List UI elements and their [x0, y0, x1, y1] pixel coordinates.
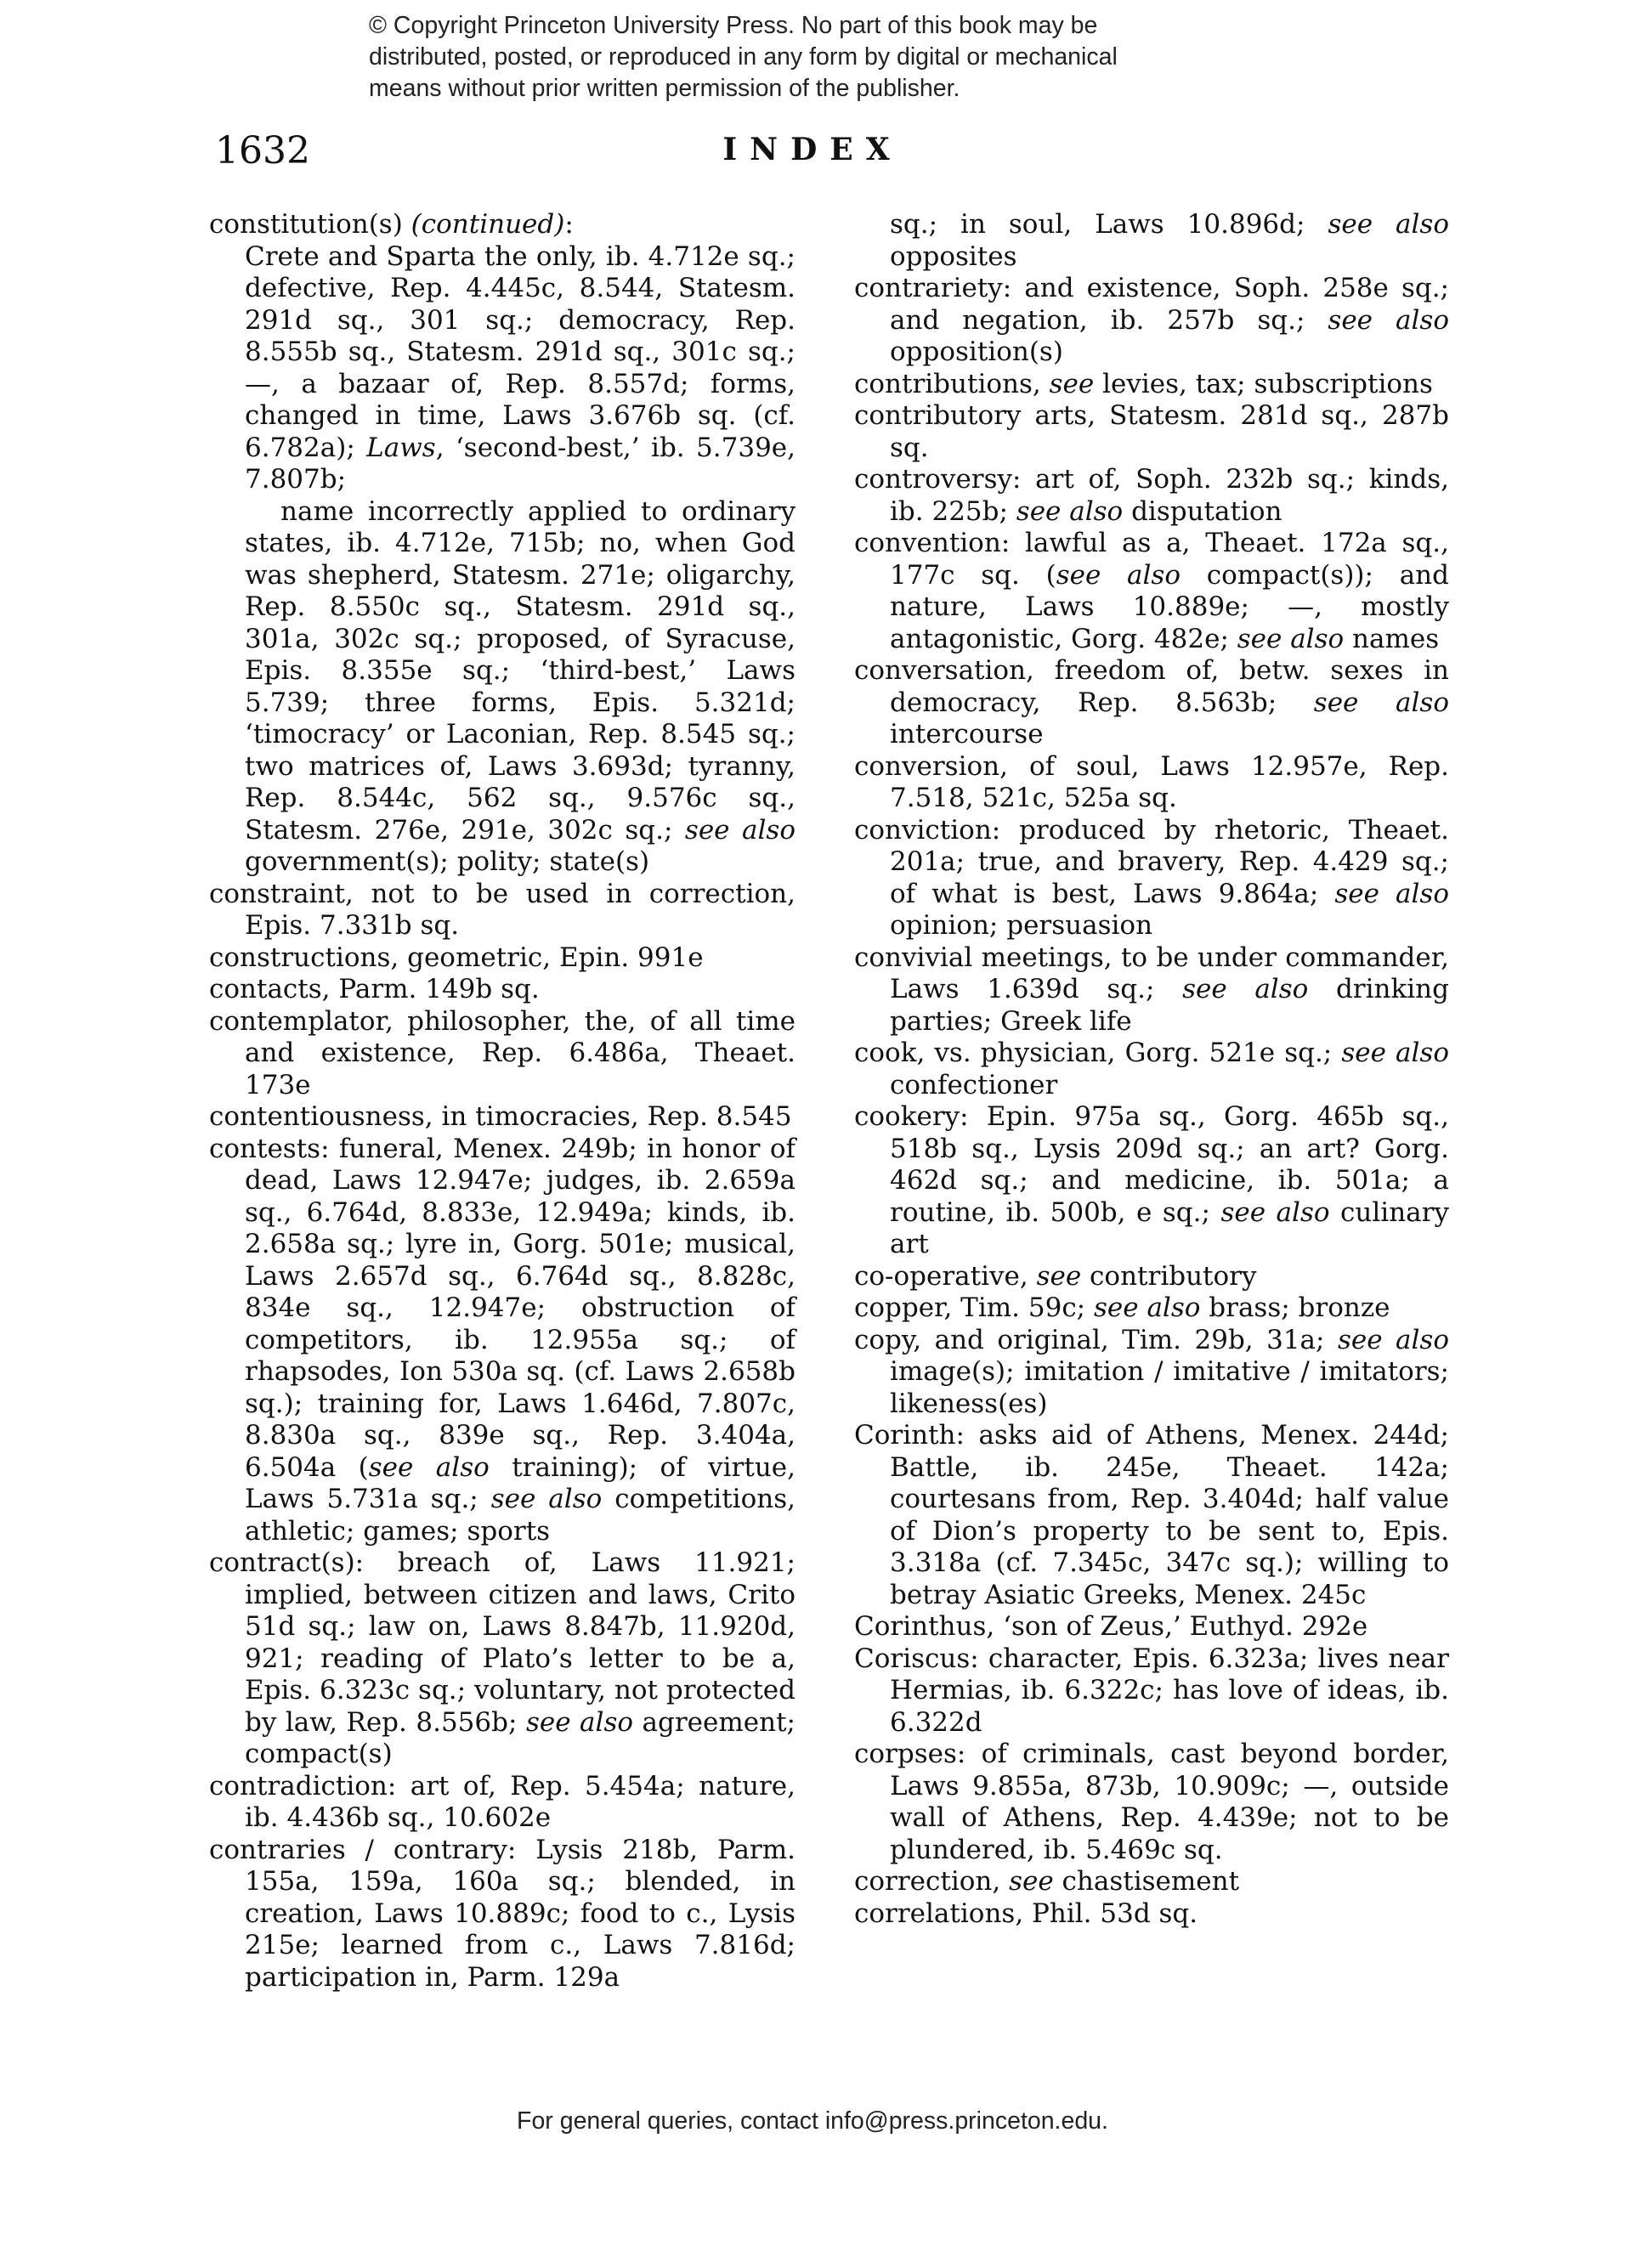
index-entry: Corinthus, ‘son of Zeus,’ Euthyd. 292e [854, 1611, 1368, 1642]
entry-italic: see [1009, 1866, 1054, 1897]
index-entry: contentiousness, in timocracies, Rep. 8.545 [209, 1101, 792, 1132]
entry-text: intercourse [890, 719, 1044, 749]
copyright-line: distributed, posted, or reproduced in any form by digital or mechanical [369, 43, 1118, 71]
entry-text: contract(s): breach of, Laws 11.921; implied, between citizen and laws, Crito 51d sq.; law on, Laws 8.847b, 11.920d, 921; reading of Plato’s letter to be a, Epis. 6.323c sq.; voluntary, not protected by law, Rep. 8.556b; [209, 1547, 796, 1738]
entry-text: opposites [890, 240, 1017, 272]
index-entry [854, 815, 1449, 942]
entry-text: cookery: Epin. 975a sq., Gorg. 465b sq., 518b sq., Lysis 209d sq.; an art? Gorg. 462d sq.; and medicine, ib. 501a; a routine, ib. 500b, e sq.; [854, 1101, 1449, 1228]
index-entry [209, 1547, 796, 1771]
entry-text: contributory [1081, 1260, 1257, 1292]
entry-italic: see [1036, 1260, 1082, 1292]
entry-text: compact(s)); and nature, Laws 10.889e; —, mostly antagonistic, Gorg. 482e; [890, 559, 1449, 654]
index-entry [854, 1261, 1449, 1293]
entry-text: cook, vs. physician, Gorg. 521e sq.; [854, 1038, 1342, 1068]
entry-text: agreement; compact(s) [245, 1706, 796, 1769]
entry-italic: see also [1056, 559, 1181, 591]
entry-text: training); of virtue, Laws 5.731a sq.; [245, 1451, 796, 1514]
entry-text: controversy: art of, Soph. 232b sq.; kinds, ib. 225b; [854, 464, 1449, 527]
entry-italic: see also [1341, 1038, 1449, 1068]
entry-text: co-operative, [854, 1260, 1037, 1292]
index-entry [209, 209, 796, 241]
entry-text: convention: lawful as a, Theaet. 172a sq., 177c sq. ( [854, 528, 1449, 591]
entry-italic: see [1049, 368, 1095, 399]
index-subentry [209, 241, 796, 496]
page-title: INDEX [722, 132, 903, 167]
entry-italic: see also [684, 814, 796, 846]
entry-italic: see also [1182, 974, 1309, 1004]
index-entry [854, 942, 1449, 1038]
entry-text: correction, [854, 1866, 1010, 1897]
index-entry-continued [854, 209, 1449, 273]
copyright-line: means without prior written permission of the publisher. [369, 75, 960, 102]
copyright-notice [369, 10, 1261, 105]
index-entry [854, 655, 1449, 751]
entry-text: Crete and Sparta the only, ib. 4.712e sq.; defective, Rep. 4.445c, 8.544, Statesm. 291d sq., 301 sq.; democracy, Rep. 8.555b sq., Statesm. 291d sq., 301c sq.; —, a bazaar of, Rep. 8.557d; forms, changed in time, Laws 3.676b sq. (cf. 6.782a); [245, 240, 796, 463]
entry-text: brass; bronze [1200, 1292, 1390, 1323]
entry-italic: see also [525, 1706, 634, 1738]
entry-italic: (continued) [410, 209, 565, 240]
entry-italic: see also [1337, 1324, 1449, 1355]
entry-text: culinary art [890, 1196, 1449, 1259]
index-entry [854, 273, 1449, 369]
entry-text: : [564, 209, 574, 240]
entry-italic: see also [368, 1451, 490, 1483]
index-entry [854, 1038, 1449, 1101]
index-entry: constraint, not to be used in correction, Epis. 7.331b sq. [209, 878, 796, 941]
index-entry: Corinth: asks aid of Athens, Menex. 244d; Battle, ib. 245e, Theaet. 142a; courtesans from, Rep. 3.404d; half value of Dion’s property to be sent to, Epis. 3.318a (cf. 7.345c, 347c sq.); willing to betray Asiatic Greeks, Menex. 245c [854, 1420, 1449, 1610]
index-entry: Coriscus: character, Epis. 6.323a; lives near Hermias, ib. 6.322c; has love of ideas, ib. 6.322d [854, 1643, 1449, 1738]
entry-text: drinking parties; Greek life [890, 974, 1449, 1037]
entry-text: levies, tax; subscriptions [1094, 368, 1433, 399]
index-entry [854, 528, 1449, 655]
entry-text: name incorrectly applied to ordinary states, ib. 4.712e, 715b; no, when God was shepherd, Statesm. 271e; oligarchy, Rep. 8.550c sq., Statesm. 291d sq., 301a, 302c sq.; proposed, of Syracuse, Epis. 8.355e sq.; ‘third-best,’ Laws 5.739; three forms, Epis. 5.321d; ‘timocracy’ or Laconian, Rep. 8.545 sq.; two matrices of, Laws 3.693d; tyranny, Rep. 8.544c, 562 sq., 9.576c sq., Statesm. 276e, 291e, 302c sq.; [245, 495, 796, 846]
entry-text: chastisement [1053, 1866, 1240, 1897]
right-column [854, 209, 1449, 1930]
copyright-line: © Copyright Princeton University Press. No part of this book may be [369, 12, 1098, 39]
index-entry [854, 464, 1449, 528]
entry-italic: see also [1220, 1196, 1330, 1228]
entry-text: disputation [1123, 495, 1282, 527]
index-entry: contributory arts, Statesm. 281d sq., 287b sq. [854, 400, 1449, 463]
index-entry: correlations, Phil. 53d sq. [854, 1898, 1198, 1929]
footer-contact: For general queries, contact info@press.princeton.edu. [517, 2107, 1108, 2135]
index-entry: constructions, geometric, Epin. 991e [209, 942, 704, 973]
index-entry: contacts, Parm. 149b sq. [209, 974, 540, 1004]
entry-text: contrariety: and existence, Soph. 258e sq.; and negation, ib. 257b sq.; [854, 273, 1449, 336]
entry-text: government(s); polity; state(s) [245, 846, 650, 877]
index-entry [854, 1292, 1449, 1325]
index-entry [209, 1134, 796, 1548]
entry-text: , ‘second-best,’ ib. 5.739e, 7.807b; [245, 432, 796, 495]
entry-text: copy, and original, Tim. 29b, 31a; [854, 1324, 1338, 1355]
left-column [209, 209, 796, 1994]
entry-text: conversation, freedom of, betw. sexes in democracy, Rep. 8.563b; [854, 655, 1449, 718]
entry-text: opinion; persuasion [890, 910, 1153, 941]
page-number: 1632 [215, 129, 310, 173]
entry-italic: Laws [366, 432, 436, 463]
entry-text: contributions, [854, 368, 1050, 399]
entry-italic: see also [1334, 878, 1449, 909]
entry-text: competitions, athletic; games; sports [245, 1484, 796, 1547]
entry-text: opposition(s) [890, 337, 1063, 367]
index-entry [854, 1866, 1449, 1898]
index-entry [854, 1101, 1449, 1261]
entry-italic: see also [1237, 623, 1345, 654]
index-entry [854, 369, 1449, 401]
entry-text: confectioner [890, 1069, 1058, 1100]
entry-text: contests: funeral, Menex. 249b; in honor of dead, Laws 12.947e; judges, ib. 2.659a sq., 6.764d, 8.833e, 12.949a; kinds, ib. 2.658a sq.; lyre in, Gorg. 501e; musical, Laws 2.657d sq., 6.764d sq., 8.828c, 834e sq., 12.947e; obstruction of competitors, ib. 12.955a sq.; of rhapsodes, Ion 530a sq. (cf. Laws 2.658b sq.); training for, Laws 1.646d, 7.807c, 8.830a sq., 839e sq., Rep. 3.404a, 6.504a ( [209, 1133, 796, 1483]
entry-italic: see also [490, 1484, 603, 1514]
index-entry: contemplator, philosopher, the, of all time and existence, Rep. 6.486a, Theaet. 173e [209, 1005, 796, 1100]
entry-italic: see also [1328, 304, 1449, 336]
entry-italic: see also [1016, 495, 1124, 527]
index-entry: corpses: of criminals, cast beyond border, Laws 9.855a, 873b, 10.909c; —, outside wall of Athens, Rep. 4.439e; not to be plundered, ib. 5.469c sq. [854, 1739, 1449, 1865]
entry-italic: see also [1313, 687, 1449, 718]
index-entry: contraries / contrary: Lysis 218b, Parm. 155a, 159a, 160a sq.; blended, in creation, Laws 10.889c; food to c., Lysis 215e; learned from c., Laws 7.816d; participation in, Parm. 129a [209, 1834, 796, 1993]
entry-text: image(s); imitation / imitative / imitators; likeness(es) [890, 1356, 1449, 1419]
entry-text: sq.; in soul, Laws 10.896d; [890, 209, 1328, 240]
entry-italic: see also [1093, 1292, 1201, 1323]
index-entry: conversion, of soul, Laws 12.957e, Rep. 7.518, 521c, 525a sq. [854, 750, 1449, 813]
index-subentry [209, 496, 796, 879]
index-entry: contradiction: art of, Rep. 5.454a; nature, ib. 4.436b sq., 10.602e [209, 1770, 796, 1833]
entry-text: constitution(s) [209, 209, 411, 240]
entry-text: convivial meetings, to be under commander, Laws 1.639d sq.; [854, 942, 1449, 1004]
entry-text: copper, Tim. 59c; [854, 1292, 1094, 1323]
entry-text: names [1344, 623, 1440, 654]
entry-text: conviction: produced by rhetoric, Theaet. 201a; true, and bravery, Rep. 4.429 sq.; of what is best, Laws 9.864a; [854, 814, 1449, 909]
entry-italic: see also [1328, 209, 1449, 240]
index-entry [854, 1325, 1449, 1421]
